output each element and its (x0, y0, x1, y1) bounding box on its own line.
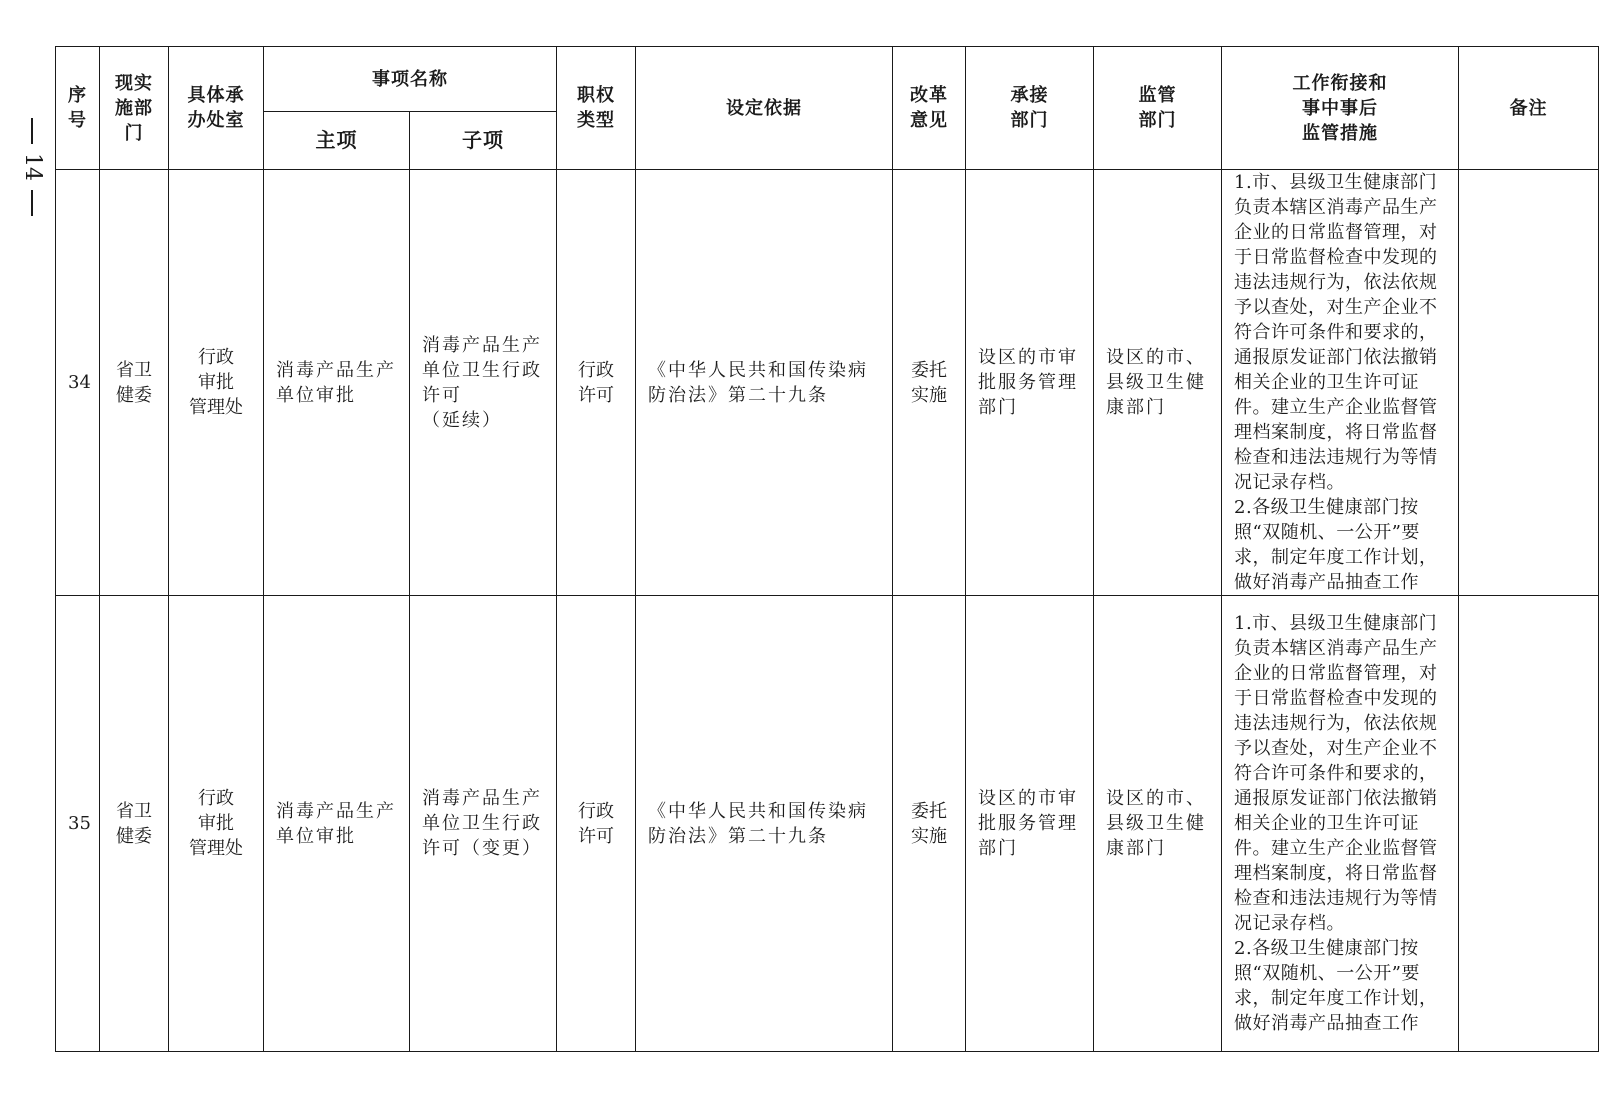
header-main-item: 主项 (264, 112, 410, 170)
header-dept: 现实 施部 门 (100, 47, 169, 170)
cell-seq: 35 (56, 596, 100, 1052)
page-number-value: 14 (20, 153, 45, 181)
cell-type: 行政 许可 (557, 170, 636, 596)
header-sub-item: 子项 (410, 112, 557, 170)
header-row-1 (56, 47, 1599, 112)
header-item-name: 事项名称 (264, 47, 557, 112)
cell-measures: 1.市、县级卫生健康部门负责本辖区消毒产品生产企业的日常监督管理，对于日常监督检查中发现的违法违规行为，依法依规予以查处，对生产企业不符合许可条件和要求的，通报原发证部门依法撤销相关企业的卫生许可证件。建立生产企业监督管理档案制度，将日常监督检查和违法违规行为等情况记录存档。 2.各级卫生健康部门按照“双随机、一公开”要求，制定年度工作计划，做好消毒产品抽查工作 (1222, 596, 1459, 1052)
cell-dept: 省卫 健委 (100, 170, 169, 596)
cell-reform: 委托 实施 (893, 170, 966, 596)
header-remarks: 备注 (1459, 47, 1599, 170)
cell-type: 行政 许可 (557, 596, 636, 1052)
page-number (14, 118, 50, 216)
cell-receiver: 设区的市审批服务管理部门 (966, 596, 1094, 1052)
header-receiver: 承接 部门 (966, 47, 1094, 170)
header-supervisor: 监管 部门 (1094, 47, 1222, 170)
page-number-dash-bottom (31, 190, 33, 216)
cell-basis: 《中华人民共和国传染病防治法》第二十九条 (636, 170, 893, 596)
cell-measures: 1.市、县级卫生健康部门负责本辖区消毒产品生产企业的日常监督管理，对于日常监督检查中发现的违法违规行为，依法依规予以查处，对生产企业不符合许可条件和要求的，通报原发证部门依法撤销相关企业的卫生许可证件。建立生产企业监督管理档案制度，将日常监督检查和违法违规行为等情况记录存档。 2.各级卫生健康部门按照“双随机、一公开”要求，制定年度工作计划，做好消毒产品抽查工作 (1222, 170, 1459, 596)
cell-dept: 省卫 健委 (100, 596, 169, 1052)
cell-supervisor: 设区的市、县级卫生健康部门 (1094, 170, 1222, 596)
cell-office: 行政 审批 管理处 (169, 170, 264, 596)
cell-remarks (1459, 170, 1599, 596)
cell-sub-item: 消毒产品生产单位卫生行政许可 （延续） (410, 170, 557, 596)
header-type: 职权 类型 (557, 47, 636, 170)
table-row (56, 170, 1599, 596)
cell-seq: 34 (56, 170, 100, 596)
header-measures: 工作衔接和 事中事后 监管措施 (1222, 47, 1459, 170)
cell-main-item: 消毒产品生产单位审批 (264, 170, 410, 596)
cell-sub-item: 消毒产品生产单位卫生行政许可（变更） (410, 596, 557, 1052)
page-number-dash-top (31, 118, 33, 144)
header-reform: 改革 意见 (893, 47, 966, 170)
header-seq: 序 号 (56, 47, 100, 170)
cell-reform: 委托 实施 (893, 596, 966, 1052)
table-row (56, 596, 1599, 1052)
cell-basis: 《中华人民共和国传染病防治法》第二十九条 (636, 596, 893, 1052)
header-basis: 设定依据 (636, 47, 893, 170)
items-table (55, 46, 1599, 1052)
header-office: 具体承 办处室 (169, 47, 264, 170)
cell-remarks (1459, 596, 1599, 1052)
cell-main-item: 消毒产品生产单位审批 (264, 596, 410, 1052)
cell-office: 行政 审批 管理处 (169, 596, 264, 1052)
cell-receiver: 设区的市审批服务管理部门 (966, 170, 1094, 596)
cell-supervisor: 设区的市、县级卫生健康部门 (1094, 596, 1222, 1052)
